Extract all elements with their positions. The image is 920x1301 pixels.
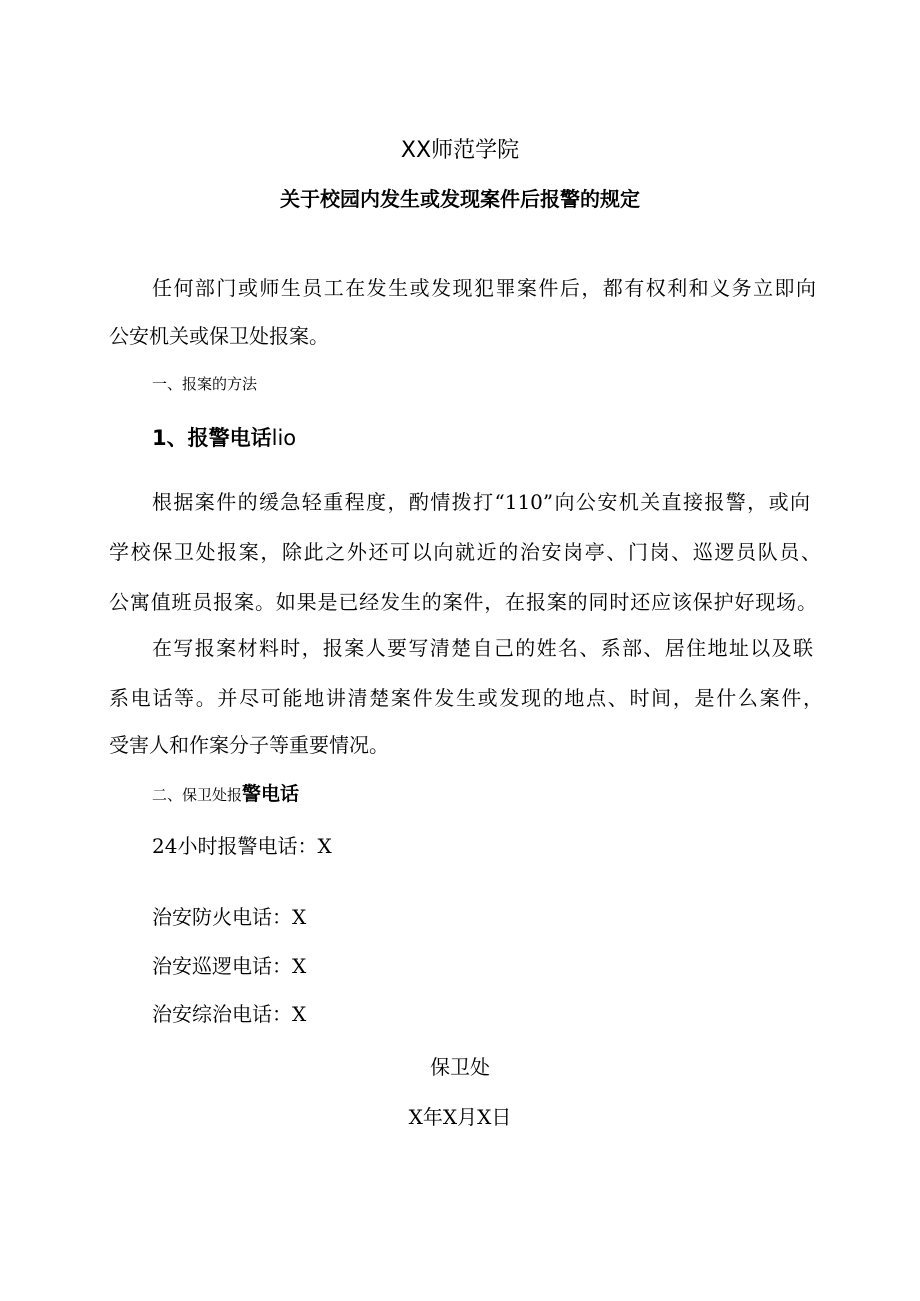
- section-2-heading-plain: 二、保卫处报: [152, 786, 243, 804]
- signature-dept: 保卫处: [430, 1055, 490, 1079]
- para2-line-3: 受害人和作案分子等重要情况。: [109, 733, 389, 757]
- para2-line-2: 系电话等。并尽可能地讲清楚案件发生或发现的地点、时间，是什么案件，: [109, 686, 823, 710]
- phone-24h: 24小时报警电话：X: [152, 834, 332, 858]
- intro-line-2: 公安机关或保卫处报案。: [109, 324, 329, 348]
- phone-fire: 治安防火电话：X: [152, 905, 307, 929]
- section-2-heading-bold: 警电话: [242, 783, 300, 805]
- document-title: XX师范学院: [400, 138, 520, 163]
- phone-patrol: 治安巡逻电话：X: [152, 954, 307, 978]
- para1-line-3: 公寓值班员报案。如果是已经发生的案件，在报案的同时还应该保护好现场。: [109, 590, 817, 614]
- phone-general: 治安综治电话：X: [152, 1002, 307, 1026]
- para1-line-2: 学校保卫处报案，除此之外还可以向就近的治安岗亭、门岗、巡逻员队员、: [109, 540, 821, 564]
- subheading-bold: 1、报警电话: [152, 426, 272, 450]
- para1-line-1: 根据案件的缓急轻重程度，酌情拨打“110”向公安机关直接报警，或向: [152, 490, 810, 514]
- para2-line-1: 在写报案材料时，报案人要写清楚自己的姓名、系部、居住地址以及联: [152, 636, 813, 660]
- intro-line-1: 任何部门或师生员工在发生或发现犯罪案件后，都有权利和义务立即向: [152, 276, 816, 300]
- section-2-heading: [152, 785, 299, 804]
- subheading-tail: lio: [271, 426, 297, 450]
- section-1-subheading: [152, 428, 296, 449]
- signature-date: X年X月X日: [408, 1105, 512, 1129]
- document-subtitle: 关于校园内发生或发现案件后报警的规定: [280, 187, 640, 211]
- section-1-heading: 一、报案的方法: [152, 375, 258, 393]
